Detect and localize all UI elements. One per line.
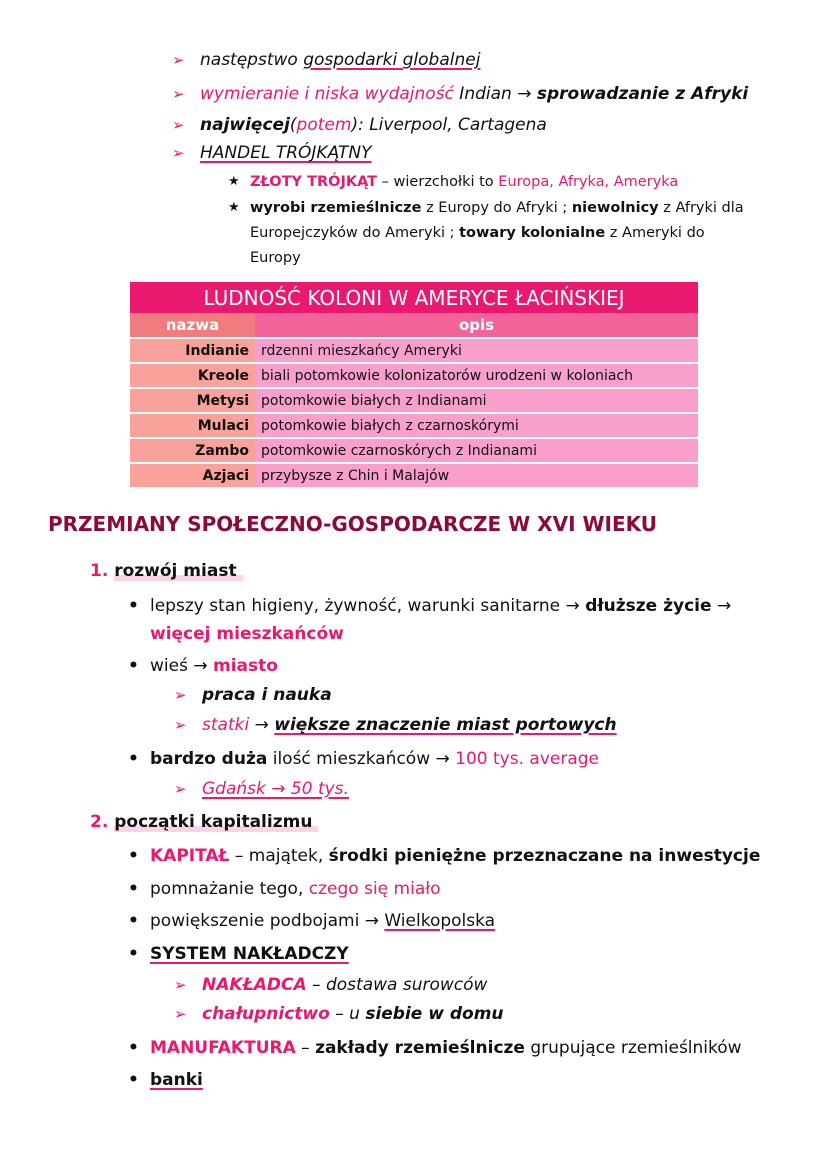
text: potem [296, 115, 352, 135]
text: czego się miało [308, 879, 441, 899]
table-row [130, 338, 698, 363]
cell-name: Metysi [130, 388, 255, 413]
sub-item [174, 683, 332, 707]
cell-name: Kreole [130, 363, 255, 388]
arrow-bullet-icon: ➢ [174, 716, 187, 734]
list-item [128, 844, 761, 868]
list-item [128, 1068, 203, 1092]
text: miasto [213, 656, 278, 676]
text: Europa, Afryka, Ameryka [498, 174, 679, 190]
star-bullet-icon: ★ [228, 200, 240, 215]
text: z Europy do Afryki ; [421, 200, 572, 216]
table-row [130, 438, 698, 463]
cell-name: Indianie [130, 338, 255, 363]
list-item [128, 654, 278, 678]
text: – u [329, 1004, 366, 1024]
bullet-icon: • [128, 1070, 139, 1090]
text: Europejczyków do Ameryki ; [250, 225, 460, 241]
table-row [130, 463, 698, 487]
bullet-icon: • [128, 656, 139, 676]
text: – wierzchołki to [377, 174, 499, 190]
cell-desc: przybysze z Chin i Malajów [255, 463, 698, 487]
text: siebie w domu [365, 1004, 504, 1024]
bullet-icon: • [128, 596, 139, 616]
text: lepszy stan higieny, żywność, warunki sanitarne → [150, 596, 586, 616]
star-bullet-icon: ★ [228, 174, 240, 189]
text: następstwo [200, 50, 304, 70]
cell-desc: biali potomkowie kolonizatorów urodzeni w koloniach [255, 363, 698, 388]
text: wyrobi rzemieślnicze [250, 200, 422, 216]
text: wymieranie i niska wydajność [200, 84, 454, 104]
text: 100 tys. average [455, 749, 599, 769]
table-row [130, 388, 698, 413]
text: – majątek, [229, 846, 329, 866]
arrow-bullet-icon: ➢ [174, 976, 187, 994]
text: – dostawa surowców [306, 975, 488, 995]
text: MANUFAKTURA [150, 1038, 296, 1058]
arrow-bullet-icon: ➢ [172, 144, 185, 162]
table-row [130, 413, 698, 438]
text: środki pieniężne przeznaczane na inwestycje [328, 846, 761, 866]
list-item [172, 48, 481, 72]
text: z Afryki dla [658, 200, 744, 216]
text: ( [289, 115, 297, 135]
cell-desc: potomkowie czarnoskórych z Indianami [255, 438, 698, 463]
arrow-bullet-icon: ➢ [172, 51, 185, 69]
subsection-title [90, 559, 243, 583]
section-heading: PRZEMIANY SPOŁECZNO-GOSPODARCZE W XVI WIEKU [48, 512, 658, 536]
text: sprowadzanie z Afryki [536, 84, 749, 104]
text: początki kapitalizmu [114, 812, 318, 832]
column-header: opis [255, 313, 698, 338]
text: grupujące rzemieślników [524, 1038, 742, 1058]
cell-name: Zambo [130, 438, 255, 463]
cell-desc: potomkowie białych z Indianami [255, 388, 698, 413]
text: bardzo duża [150, 749, 268, 769]
text: → [249, 715, 275, 735]
text: Indian → [453, 84, 537, 104]
list-item-cont: więcej mieszkańców [150, 624, 344, 644]
list-item [128, 909, 496, 933]
list-item [128, 942, 349, 966]
text: statki [202, 715, 250, 735]
arrow-bullet-icon: ➢ [172, 85, 185, 103]
text: ZŁOTY TRÓJKĄT [250, 174, 378, 190]
arrow-bullet-icon: ➢ [174, 686, 187, 704]
text: zakłady rzemieślnicze [315, 1038, 525, 1058]
star-item [228, 170, 679, 194]
text: najwięcej [200, 115, 290, 135]
population-table [130, 282, 698, 487]
table-row [130, 363, 698, 388]
cell-desc: rdzenni mieszkańcy Ameryki [255, 338, 698, 363]
subsection-title [90, 810, 318, 834]
arrow-bullet-icon: ➢ [174, 1005, 187, 1023]
list-item [172, 82, 749, 106]
text: powiększenie podbojami → [150, 911, 385, 931]
text: NAKŁADCA [202, 975, 307, 995]
text: dłuższe życie [585, 596, 712, 616]
bullet-icon: • [128, 879, 139, 899]
text: Gdańsk → 50 tys. [202, 779, 349, 799]
text: Europy [250, 250, 301, 266]
arrow-bullet-icon: ➢ [172, 116, 185, 134]
list-item [128, 594, 732, 618]
bullet-icon: • [128, 944, 139, 964]
text: z Ameryki do [605, 225, 705, 241]
sub-item [174, 1002, 504, 1026]
list-item [128, 747, 599, 771]
bullet-icon: • [128, 749, 139, 769]
text: większe znaczenie miast portowych [274, 715, 617, 735]
text: → [711, 596, 732, 616]
text: Wielkopolska [384, 911, 496, 931]
column-header: nazwa [130, 313, 255, 338]
sub-item [174, 777, 349, 801]
table-title: LUDNOŚĆ KOLONI W AMERYCE ŁACIŃSKIEJ [130, 282, 698, 313]
text: HANDEL TRÓJKĄTNY [200, 143, 372, 163]
text: banki [150, 1070, 203, 1090]
text: – [295, 1038, 316, 1058]
bullet-icon: • [128, 911, 139, 931]
bullet-icon: • [128, 1038, 139, 1058]
list-item [172, 113, 547, 137]
star-item [228, 196, 744, 220]
arrow-bullet-icon: ➢ [174, 780, 187, 798]
text: niewolnicy [571, 200, 659, 216]
list-item [128, 877, 441, 901]
cell-name: Mulaci [130, 413, 255, 438]
text: rozwój miast [114, 561, 242, 581]
number: 2. [90, 812, 109, 832]
sub-item [174, 713, 617, 737]
text: gospodarki globalnej [303, 50, 481, 70]
text: wieś → [150, 656, 213, 676]
text: ): Liverpool, Cartagena [351, 115, 547, 135]
text: SYSTEM NAKŁADCZY [150, 944, 349, 964]
star-item-cont [250, 221, 705, 245]
list-item [128, 1036, 742, 1060]
cell-name: Azjaci [130, 463, 255, 487]
star-item-cont [250, 246, 301, 270]
text: towary kolonialne [459, 225, 606, 241]
bullet-icon: • [128, 846, 139, 866]
text: ilość mieszkańców → [267, 749, 456, 769]
text: praca i nauka [202, 685, 332, 705]
sub-item [174, 973, 488, 997]
text: pomnażanie tego, [150, 879, 309, 899]
number: 1. [90, 561, 109, 581]
text: KAPITAŁ [150, 846, 230, 866]
list-item [172, 141, 372, 165]
cell-desc: potomkowie białych z czarnoskórymi [255, 413, 698, 438]
text: chałupnictwo [202, 1004, 330, 1024]
